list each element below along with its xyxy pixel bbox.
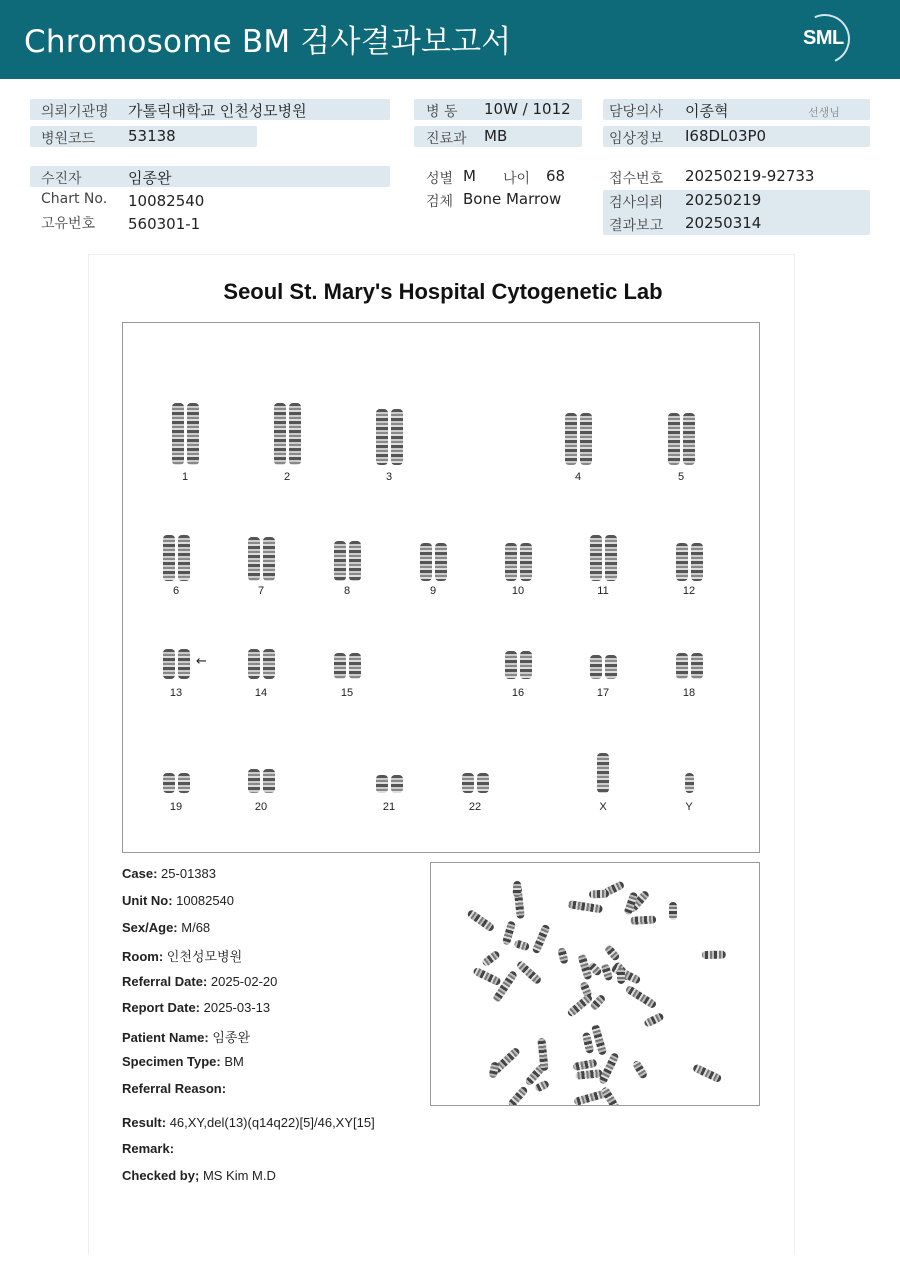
chromosome-label: 3 bbox=[385, 471, 393, 483]
name-value: 임종완 bbox=[128, 169, 172, 187]
chromosome-band-image bbox=[590, 655, 602, 679]
metaphase-chromosome bbox=[513, 940, 529, 952]
chromosome-band-image bbox=[605, 655, 617, 679]
age-label: 나이 bbox=[503, 171, 531, 187]
chromosome-label: 21 bbox=[382, 801, 396, 813]
metaphase-chromosome bbox=[515, 959, 542, 984]
unit-line bbox=[122, 893, 234, 908]
chromosome-label: 18 bbox=[682, 687, 696, 699]
chromosome-label: 5 bbox=[677, 471, 685, 483]
chromosome-label: 22 bbox=[468, 801, 482, 813]
result-line bbox=[122, 1115, 375, 1130]
chromosome-band-image bbox=[505, 651, 517, 679]
lab-report-date-label: Report Date: bbox=[122, 1000, 201, 1015]
clinical-value: I68DL03P0 bbox=[685, 127, 767, 145]
chromosome-band-image bbox=[178, 649, 190, 679]
chromosome-label: 9 bbox=[429, 585, 437, 597]
logo-text: SML bbox=[803, 27, 844, 49]
metaphase-chromosome bbox=[567, 900, 603, 913]
chromosome-band-image bbox=[376, 775, 388, 793]
chromosome-8 bbox=[322, 541, 372, 597]
chromosome-17 bbox=[578, 655, 628, 699]
metaphase-chromosome bbox=[617, 968, 626, 984]
chromosome-band-image bbox=[605, 535, 617, 581]
chromosome-band-image bbox=[263, 649, 275, 679]
metaphase-chromosome bbox=[591, 1024, 607, 1056]
chromosome-band-image bbox=[248, 769, 260, 793]
chromosome-band-image bbox=[597, 753, 609, 793]
metaphase-chromosome bbox=[534, 1079, 550, 1092]
chromosome-14 bbox=[236, 649, 286, 699]
chromosome-label: 12 bbox=[682, 585, 696, 597]
chromosome-label: 7 bbox=[257, 585, 265, 597]
unit-label: Unit No: bbox=[122, 893, 173, 908]
chromosome-X bbox=[578, 753, 628, 813]
chromosome-band-image bbox=[691, 653, 703, 679]
chromosome-label: 15 bbox=[340, 687, 354, 699]
chromosome-2 bbox=[262, 403, 312, 483]
metaphase-chromosome bbox=[669, 902, 677, 920]
chromosome-band-image bbox=[391, 775, 403, 793]
institution-value: 가톨릭대학교 인천성모병원 bbox=[128, 102, 307, 120]
chromosome-20 bbox=[236, 769, 286, 813]
reason-line bbox=[122, 1081, 226, 1096]
reason-label: Referral Reason: bbox=[122, 1081, 227, 1096]
metaphase-chromosome bbox=[601, 1086, 622, 1106]
chromosome-band-image bbox=[163, 773, 175, 793]
report-date-line bbox=[122, 1000, 270, 1015]
lab-report-date-value: 2025-03-13 bbox=[203, 1000, 271, 1015]
abnormality-arrow-icon: ← bbox=[196, 654, 207, 669]
chromosome-band-image bbox=[376, 409, 388, 465]
report-date-label: 결과보고 bbox=[609, 218, 664, 234]
chromosome-label: 8 bbox=[343, 585, 351, 597]
hospital-code-label: 병원코드 bbox=[41, 131, 96, 147]
chromosome-band-image bbox=[349, 653, 361, 679]
chromosome-band-image bbox=[676, 543, 688, 581]
chromosome-band-image bbox=[248, 537, 260, 581]
accession-label: 접수번호 bbox=[609, 171, 664, 187]
chromosome-band-image bbox=[462, 773, 474, 793]
sex-value: M bbox=[463, 167, 476, 185]
result-value: 46,XY,del(13)(q14q22)[5]/46,XY[15] bbox=[169, 1115, 375, 1130]
metaphase-chromosome bbox=[502, 920, 516, 945]
chromosome-7 bbox=[236, 537, 286, 597]
sexage-label: Sex/Age: bbox=[122, 920, 178, 935]
lab-title: Seoul St. Mary's Hospital Cytogenetic Lab bbox=[223, 279, 663, 304]
chromosome-band-image bbox=[334, 541, 346, 581]
metaphase-chromosome bbox=[492, 969, 518, 1003]
chart-label: Chart No. bbox=[41, 191, 108, 207]
hospital-code-value: 53138 bbox=[128, 127, 176, 145]
chromosome-band-image bbox=[163, 535, 175, 581]
chromosome-band-image bbox=[565, 413, 577, 465]
metaphase-chromosome bbox=[624, 985, 657, 1010]
ward-label: 병 동 bbox=[426, 104, 458, 120]
doctor-value: 이종혁 bbox=[685, 102, 729, 120]
metaphase-chromosome bbox=[610, 964, 641, 985]
chromosome-band-image bbox=[505, 543, 517, 581]
sexage-line bbox=[122, 920, 210, 935]
referral-date-line bbox=[122, 974, 277, 989]
doctor-suffix: 선생님 bbox=[808, 106, 840, 119]
chromosome-19 bbox=[151, 773, 201, 813]
specimen-label: 검체 bbox=[426, 194, 454, 210]
metaphase-chromosome bbox=[702, 950, 726, 958]
sex-label: 성별 bbox=[426, 171, 454, 187]
name-row-bg bbox=[30, 166, 390, 187]
remark-label: Remark: bbox=[122, 1141, 175, 1156]
report-header bbox=[0, 0, 900, 79]
chromosome-band-image bbox=[178, 535, 190, 581]
dept-label: 진료과 bbox=[426, 131, 467, 147]
chromosome-band-image bbox=[691, 543, 703, 581]
case-label: Case: bbox=[122, 866, 158, 881]
chromosome-band-image bbox=[178, 773, 190, 793]
report-date-value: 20250314 bbox=[685, 214, 762, 232]
chromosome-band-image bbox=[263, 537, 275, 581]
metaphase-chromosome bbox=[557, 948, 569, 965]
result-label: Result: bbox=[122, 1115, 167, 1130]
chromosome-label: 2 bbox=[283, 471, 291, 483]
chromosome-band-image bbox=[683, 413, 695, 465]
chromosome-band-image bbox=[248, 649, 260, 679]
chromosome-10 bbox=[493, 543, 543, 597]
chromosome-15 bbox=[322, 653, 372, 699]
patient-value: 임종완 bbox=[212, 1030, 251, 1045]
institution-label: 의뢰기관명 bbox=[41, 104, 109, 120]
chromosome-band-image bbox=[477, 773, 489, 793]
chromosome-1 bbox=[160, 403, 210, 483]
doctor-label: 담당의사 bbox=[609, 104, 664, 120]
chromosome-band-image bbox=[274, 403, 286, 465]
chromosome-band-image bbox=[334, 653, 346, 679]
metaphase-chromosome bbox=[691, 1063, 722, 1083]
chromosome-label: 17 bbox=[596, 687, 610, 699]
metaphase-chromosome bbox=[513, 881, 522, 897]
dept-value: MB bbox=[484, 127, 508, 145]
chromosome-band-image bbox=[520, 651, 532, 679]
metaphase-chromosome bbox=[507, 1085, 529, 1106]
metaphase-chromosome bbox=[632, 1059, 649, 1079]
referral-date-label: Referral Date: bbox=[122, 974, 208, 989]
karyotype-panel bbox=[122, 322, 760, 853]
metaphase-chromosome bbox=[599, 1051, 620, 1084]
accession-value: 20250219-92733 bbox=[685, 167, 815, 185]
metaphase-chromosome bbox=[589, 993, 606, 1011]
chromosome-label: 14 bbox=[254, 687, 268, 699]
chromosome-band-image bbox=[263, 769, 275, 793]
metaphase-chromosome bbox=[582, 1031, 595, 1054]
age-value: 68 bbox=[546, 167, 566, 185]
metaphase-chromosome bbox=[588, 890, 609, 899]
sml-logo bbox=[800, 14, 852, 64]
request-date-label: 검사의뢰 bbox=[609, 195, 664, 211]
room-value: 인천성모병원 bbox=[166, 949, 243, 964]
chromosome-label: 10 bbox=[511, 585, 525, 597]
report-title: Chromosome BM 검사결과보고서 bbox=[24, 24, 512, 60]
chromosome-band-image bbox=[172, 403, 184, 465]
chromosome-label: Y bbox=[685, 801, 693, 813]
chromosome-5 bbox=[656, 413, 706, 483]
metaphase-chromosome bbox=[630, 915, 657, 924]
chromosome-18 bbox=[664, 653, 714, 699]
chromosome-label: 11 bbox=[597, 585, 609, 597]
chromosome-12 bbox=[664, 543, 714, 597]
checked-label: Checked by; bbox=[122, 1168, 200, 1183]
metaphase-chromosome bbox=[601, 963, 614, 981]
chromosome-band-image bbox=[435, 543, 447, 581]
chromosome-21 bbox=[364, 775, 414, 813]
chromosome-band-image bbox=[676, 653, 688, 679]
chromosome-band-image bbox=[685, 773, 694, 793]
clinical-label: 임상정보 bbox=[609, 131, 664, 147]
metaphase-chromosome bbox=[481, 950, 501, 968]
case-value: 25-01383 bbox=[161, 866, 216, 881]
specimen-type-label: Specimen Type: bbox=[122, 1054, 221, 1069]
metaphase-chromosome bbox=[467, 909, 496, 933]
chromosome-22 bbox=[450, 773, 500, 813]
remark-line bbox=[122, 1141, 174, 1156]
chromosome-6 bbox=[151, 535, 201, 597]
request-date-value: 20250219 bbox=[685, 191, 762, 209]
chromosome-label: 13 bbox=[169, 687, 183, 699]
chromosome-band-image bbox=[420, 543, 432, 581]
chart-value: 10082540 bbox=[128, 192, 205, 210]
chromosome-band-image bbox=[349, 541, 361, 581]
chromosome-band-image bbox=[163, 649, 175, 679]
metaphase-chromosome bbox=[644, 1012, 665, 1028]
chromosome-band-image bbox=[580, 413, 592, 465]
sexage-value: M/68 bbox=[181, 920, 211, 935]
chromosome-band-image bbox=[289, 403, 301, 465]
chromosome-band-image bbox=[590, 535, 602, 581]
room-line bbox=[122, 946, 242, 965]
chromosome-label: 16 bbox=[511, 687, 525, 699]
checked-value: MS Kim M.D bbox=[202, 1168, 276, 1183]
chromosome-label: 1 bbox=[181, 471, 189, 483]
unique-label: 고유번호 bbox=[41, 216, 96, 232]
room-label: Room: bbox=[122, 949, 164, 964]
chromosome-band-image bbox=[391, 409, 403, 465]
chromosome-16 bbox=[493, 651, 543, 699]
metaphase-chromosome bbox=[531, 924, 550, 955]
checked-line bbox=[122, 1168, 276, 1183]
metaphase-chromosome bbox=[472, 966, 502, 986]
chromosome-label: X bbox=[599, 801, 607, 813]
chromosome-4 bbox=[553, 413, 603, 483]
specimen-type-value: BM bbox=[224, 1054, 244, 1069]
chromosome-Y bbox=[664, 773, 714, 813]
chromosome-band-image bbox=[668, 413, 680, 465]
chromosome-band-image bbox=[520, 543, 532, 581]
unique-value: 560301-1 bbox=[128, 215, 201, 233]
patient-label: Patient Name: bbox=[122, 1030, 209, 1045]
metaphase-chromosome bbox=[603, 944, 620, 962]
chromosome-label: 19 bbox=[169, 801, 183, 813]
chromosome-13 bbox=[151, 649, 201, 699]
patient-line bbox=[122, 1027, 250, 1046]
referral-date-value: 2025-02-20 bbox=[210, 974, 278, 989]
chromosome-9 bbox=[408, 543, 458, 597]
chromosome-label: 4 bbox=[574, 471, 582, 483]
chromosome-3 bbox=[364, 409, 414, 483]
specimen-value: Bone Marrow bbox=[463, 190, 562, 208]
unit-value: 10082540 bbox=[176, 893, 235, 908]
chromosome-band-image bbox=[187, 403, 199, 465]
chromosome-label: 20 bbox=[254, 801, 268, 813]
chromosome-11 bbox=[578, 535, 628, 597]
specimen-line bbox=[122, 1054, 244, 1069]
metaphase-image bbox=[430, 862, 760, 1106]
chromosome-label: 6 bbox=[172, 585, 180, 597]
ward-value: 10W / 1012 bbox=[484, 100, 571, 118]
case-line bbox=[122, 866, 216, 881]
name-label: 수진자 bbox=[41, 171, 82, 187]
